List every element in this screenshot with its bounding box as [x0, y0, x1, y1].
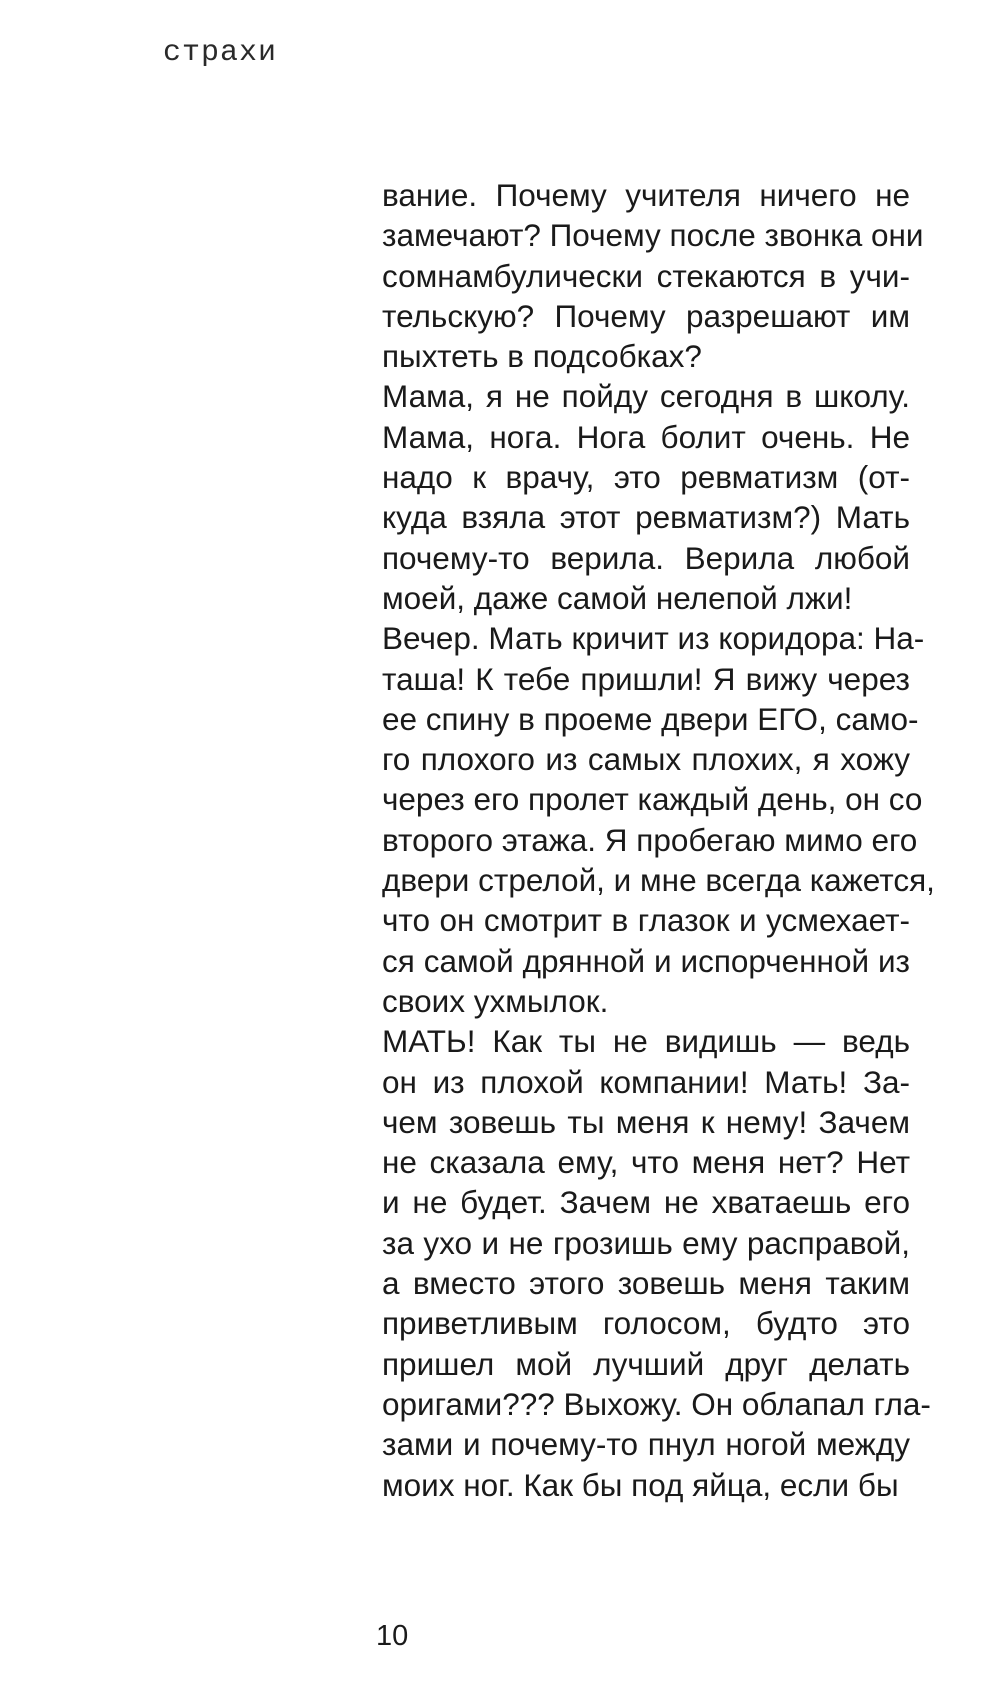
text-line: Мама, я не пойду сегодня в школу.	[382, 378, 910, 415]
page-number: 10	[376, 1620, 409, 1652]
text-line: надо к врачу, это ревматизм (от-	[382, 459, 910, 496]
text-line: приветливым голосом, будто это	[382, 1305, 910, 1342]
text-line: ся самой дрянной и испорченной из	[382, 942, 910, 979]
paragraph	[382, 376, 910, 618]
text-line: пыхтеть в подсобках?	[382, 338, 702, 375]
text-line: пришел мой лучший друг делать	[382, 1345, 910, 1382]
text-line: моей, даже самой нелепой лжи!	[382, 579, 853, 616]
text-line: тельскую? Почему разрешают им	[382, 297, 910, 334]
text-line: за ухо и не грозишь ему расправой,	[382, 1224, 910, 1261]
paragraph	[382, 618, 935, 1021]
text-line: сомнамбулически стекаются в учи-	[382, 257, 910, 294]
paragraph	[382, 1021, 931, 1505]
text-line: второго этажа. Я пробегаю мимо его	[382, 821, 918, 858]
paragraph	[382, 175, 924, 376]
text-line: двери стрелой, и мне всегда кажется,	[382, 862, 935, 899]
text-line: зами и почему-то пнул ногой между	[382, 1426, 910, 1463]
text-line: вание. Почему учителя ничего не	[382, 177, 910, 213]
text-line: он из плохой компании! Мать! За-	[382, 1063, 910, 1100]
text-line: ее спину в проеме двери ЕГО, само-	[382, 700, 919, 737]
running-head: страхи	[163, 36, 278, 70]
text-line: чем зовешь ты меня к нему! Зачем	[382, 1103, 910, 1140]
text-line: своих ухмылок.	[382, 982, 609, 1019]
text-line: Вечер. Мать кричит из коридора: На-	[382, 620, 925, 657]
text-line: куда взяла этот ревматизм?) Мать	[382, 499, 910, 536]
text-line: почему-то верила. Верила любой	[382, 539, 910, 576]
text-line: оригами??? Выхожу. Он облапал гла-	[382, 1385, 931, 1422]
text-line: МАТЬ! Как ты не видишь — ведь	[382, 1023, 910, 1060]
text-line: а вместо этого зовешь меня таким	[382, 1265, 910, 1302]
text-line: Мама, нога. Нога болит очень. Не	[382, 418, 910, 455]
text-line: го плохого из самых плохих, я хожу	[382, 741, 910, 778]
text-line: таша! К тебе пришли! Я вижу через	[382, 660, 910, 697]
text-line: что он смотрит в глазок и усмехает-	[382, 902, 910, 939]
body-text	[382, 175, 935, 1505]
text-line: замечают? Почему после звонка они	[382, 217, 924, 254]
text-line: не сказала ему, что меня нет? Нет	[382, 1144, 910, 1181]
text-line: через его пролет каждый день, он со	[382, 781, 923, 818]
text-line: моих ног. Как бы под яйца, если бы	[382, 1466, 899, 1503]
text-line: и не будет. Зачем не хватаешь его	[382, 1184, 910, 1221]
